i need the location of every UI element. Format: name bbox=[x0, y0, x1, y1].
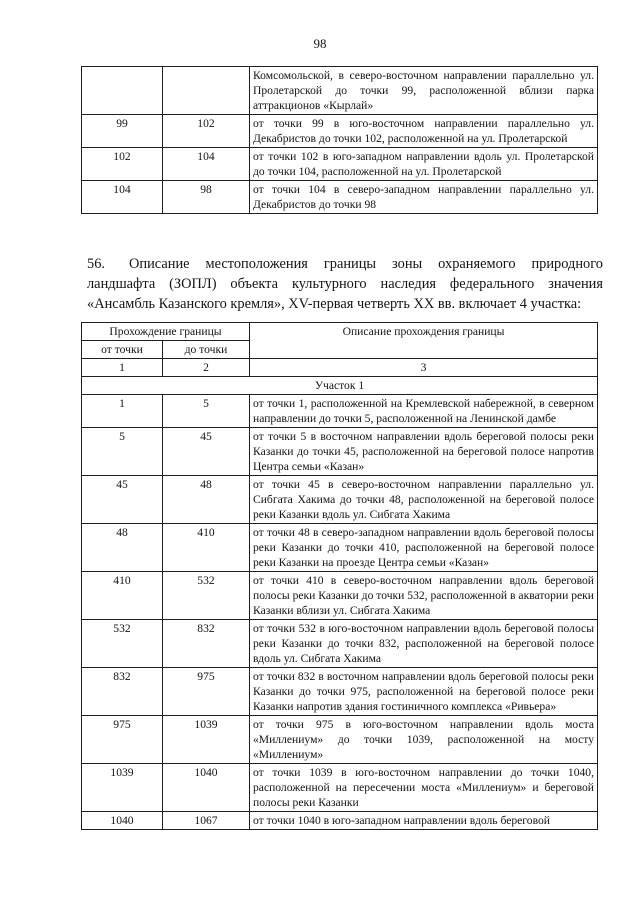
table-row bbox=[82, 428, 598, 476]
table-row bbox=[82, 812, 598, 830]
cell-description: от точки 832 в восточном направлении вдоль береговой полосы реки Казанки до точки 975, расположенной на береговой полосе реки Казанки напротив здания гостиничного комплекса «Ривьера» bbox=[250, 668, 598, 716]
cell-description: от точки 532 в юго-восточном направлении вдоль береговой полосы реки Казанки до точки 832, расположенной на береговой полосе вдоль ул. Сибгата Хакима bbox=[250, 620, 598, 668]
cell-from-point: 99 bbox=[82, 115, 163, 148]
column-number-2: 2 bbox=[163, 359, 250, 377]
cell-to-point bbox=[163, 67, 250, 115]
cell-to-point: 1067 bbox=[163, 812, 250, 830]
zone-boundary-table bbox=[81, 322, 598, 830]
table-row bbox=[82, 620, 598, 668]
column-number-1: 1 bbox=[82, 359, 163, 377]
cell-to-point: 45 bbox=[163, 428, 250, 476]
cell-to-point: 104 bbox=[163, 148, 250, 181]
cell-description: от точки 1039 в юго-восточном направлении до точки 1040, расположенной на пересечении моста «Миллениум» и береговой полосы реки Казанки bbox=[250, 764, 598, 812]
plot-row bbox=[82, 377, 598, 395]
cell-from-point: 975 bbox=[82, 716, 163, 764]
cell-description: от точки 48 в северо-западном направлении вдоль береговой полосы реки Казанки до точки 410, расположенной на береговой полосе реки Казанки на проезде Центра семьи «Казан» bbox=[250, 524, 598, 572]
table-row bbox=[82, 181, 598, 214]
header-description: Описание прохождения границы bbox=[250, 323, 598, 359]
cell-from-point: 1040 bbox=[82, 812, 163, 830]
table-row bbox=[82, 668, 598, 716]
cell-description: от точки 410 в северо-восточном направлении вдоль береговой полосы реки Казанки до точки 532, расположенной в акватории реки Казанки вблизи ул. Сибгата Хакима bbox=[250, 572, 598, 620]
cell-from-point: 1 bbox=[82, 395, 163, 428]
cell-from-point: 102 bbox=[82, 148, 163, 181]
table-row bbox=[82, 476, 598, 524]
cell-from-point bbox=[82, 67, 163, 115]
header-passage: Прохождение границы bbox=[82, 323, 250, 341]
column-number-3: 3 bbox=[250, 359, 598, 377]
cell-from-point: 532 bbox=[82, 620, 163, 668]
cell-description: от точки 99 в юго-восточном направлении параллельно ул. Декабристов до точки 102, расположенной на ул. Пролетарской bbox=[250, 115, 598, 148]
table-row bbox=[82, 148, 598, 181]
table-row bbox=[82, 524, 598, 572]
cell-from-point: 1039 bbox=[82, 764, 163, 812]
table-row bbox=[82, 67, 598, 115]
cell-description: от точки 104 в северо-западном направлении параллельно ул. Декабристов до точки 98 bbox=[250, 181, 598, 214]
cell-description: от точки 45 в северо-восточном направлении параллельно ул. Сибгата Хакима до точки 48, расположенной на береговой полосе реки Казанки вдоль ул. Сибгата Хакима bbox=[250, 476, 598, 524]
page-number: 98 bbox=[313, 36, 327, 51]
cell-to-point: 98 bbox=[163, 181, 250, 214]
cell-from-point: 832 bbox=[82, 668, 163, 716]
cell-description: от точки 975 в юго-восточном направлении вдоль моста «Миллениум» до точки 1039, расположенной на мосту «Миллениум» bbox=[250, 716, 598, 764]
cell-to-point: 1040 bbox=[163, 764, 250, 812]
cell-from-point: 48 bbox=[82, 524, 163, 572]
section-text: Описание местоположения границы зоны охраняемого природного ландшафта (ЗОПЛ) объекта культурного наследия федерального значения «Ансамбль Казанского кремля», XV-первая четверть XX вв. включает 4 участка: bbox=[87, 256, 603, 312]
table-row bbox=[82, 716, 598, 764]
cell-from-point: 5 bbox=[82, 428, 163, 476]
cell-from-point: 104 bbox=[82, 181, 163, 214]
cell-to-point: 48 bbox=[163, 476, 250, 524]
boundary-table-continued bbox=[81, 66, 598, 214]
section-heading bbox=[87, 254, 603, 314]
header-from: от точки bbox=[82, 341, 163, 359]
table-row bbox=[82, 572, 598, 620]
table-row bbox=[82, 395, 598, 428]
cell-to-point: 102 bbox=[163, 115, 250, 148]
cell-to-point: 1039 bbox=[163, 716, 250, 764]
cell-description: от точки 5 в восточном направлении вдоль береговой полосы реки Казанки до точки 45, расположенной на береговой полосе напротив Центра семьи «Казан» bbox=[250, 428, 598, 476]
table-row bbox=[82, 764, 598, 812]
header-to: до точки bbox=[163, 341, 250, 359]
header-row bbox=[82, 323, 598, 341]
cell-description: Комсомольской, в северо-восточном направлении параллельно ул. Пролетарской до точки 99, расположенной вблизи парка аттракционов «Кырлай» bbox=[250, 67, 598, 115]
cell-description: от точки 1, расположенной на Кремлевской набережной, в северном направлении до точки 5, расположенной на Ленинской дамбе bbox=[250, 395, 598, 428]
cell-to-point: 975 bbox=[163, 668, 250, 716]
plot-label: Участок 1 bbox=[82, 377, 598, 395]
cell-from-point: 410 bbox=[82, 572, 163, 620]
cell-to-point: 410 bbox=[163, 524, 250, 572]
section-number: 56. bbox=[87, 256, 105, 272]
cell-from-point: 45 bbox=[82, 476, 163, 524]
cell-to-point: 832 bbox=[163, 620, 250, 668]
table-row bbox=[82, 115, 598, 148]
column-number-row bbox=[82, 359, 598, 377]
cell-description: от точки 1040 в юго-западном направлении вдоль береговой bbox=[250, 812, 598, 830]
cell-to-point: 5 bbox=[163, 395, 250, 428]
cell-to-point: 532 bbox=[163, 572, 250, 620]
cell-description: от точки 102 в юго-западном направлении вдоль ул. Пролетарской до точки 104, расположенной на ул. Пролетарской bbox=[250, 148, 598, 181]
